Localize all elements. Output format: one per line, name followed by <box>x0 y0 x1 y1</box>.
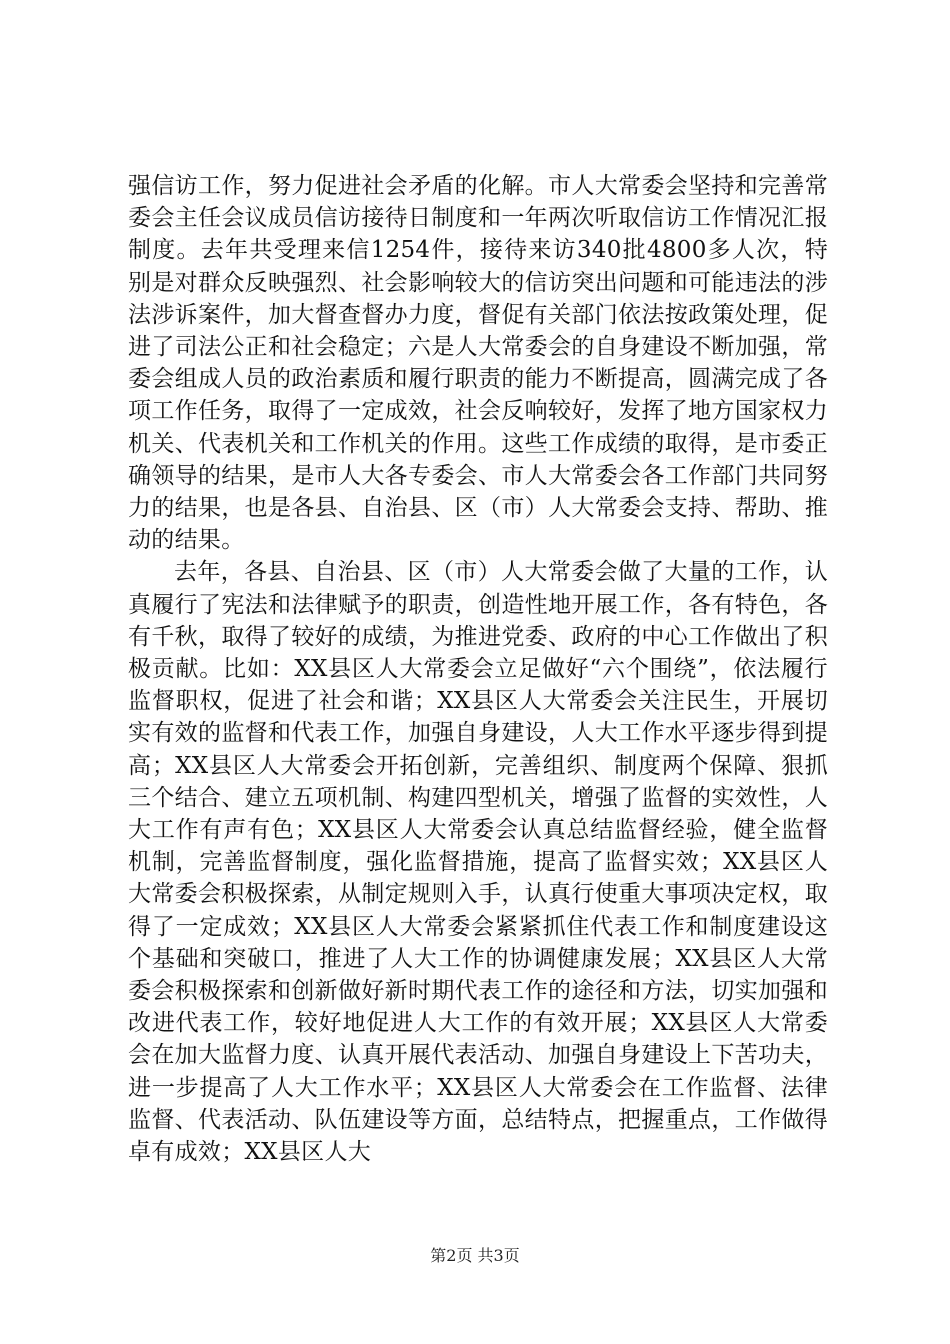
page-number-footer: 第2页 共3页 <box>430 1246 520 1265</box>
document-body <box>128 170 828 1168</box>
paragraph-1: 强信访工作，努力促进社会矛盾的化解。市人大常委会坚持和完善常委会主任会议成员信访接待日制度和一年两次听取信访工作情况汇报制度。去年共受理来信1254件，接待来访340批4800多人次，特别是对群众反映强烈、社会影响较大的信访突出问题和可能违法的涉法涉诉案件，加大督查督办力度，督促有关部门依法按政策处理，促进了司法公正和社会稳定；六是人大常委会的自身建设不断加强，常委会组成人员的政治素质和履行职责的能力不断提高，圆满完成了各项工作任务，取得了一定成效，社会反响较好，发挥了地方国家权力机关、代表机关和工作机关的作用。这些工作成绩的取得，是市委正确领导的结果，是市人大各专委会、市人大常委会各工作部门共同努力的结果，也是各县、自治县、区（市）人大常委会支持、帮助、推动的结果。 <box>128 173 828 554</box>
paragraph-2: 去年，各县、自治县、区（市）人大常委会做了大量的工作，认真履行了宪法和法律赋予的职责，创造性地开展工作，各有特色，各有千秋，取得了较好的成绩，为推进党委、政府的中心工作做出了积极贡献。比如：XX县区人大常委会立足做好“六个围绕”，依法履行监督职权，促进了社会和谐；XX县区人大常委会关注民生，开展切实有效的监督和代表工作，加强自身建设，人大工作水平逐步得到提高；XX县区人大常委会开拓创新，完善组织、制度两个保障、狠抓三个结合、建立五项机制、构建四型机关，增强了监督的实效性，人大工作有声有色；XX县区人大常委会认真总结监督经验，健全监督机制，完善监督制度，强化监督措施，提高了监督实效；XX县区人大常委会积极探索，从制定规则入手，认真行使重大事项决定权，取得了一定成效；XX县区人大常委会紧紧抓住代表工作和制度建设这个基础和突破口，推进了人大工作的协调健康发展；XX县区人大常委会积极探索和创新做好新时期代表工作的途径和方法，切实加强和改进代表工作，较好地促进人大工作的有效开展；XX县区人大常委会在加大监督力度、认真开展代表活动、加强自身建设上下苦功夫，进一步提高了人大工作水平；XX县区人大常委会在工作监督、法律监督、代表活动、队伍建设等方面，总结特点，把握重点，工作做得卓有成效；XX县区人大 <box>128 559 828 1166</box>
